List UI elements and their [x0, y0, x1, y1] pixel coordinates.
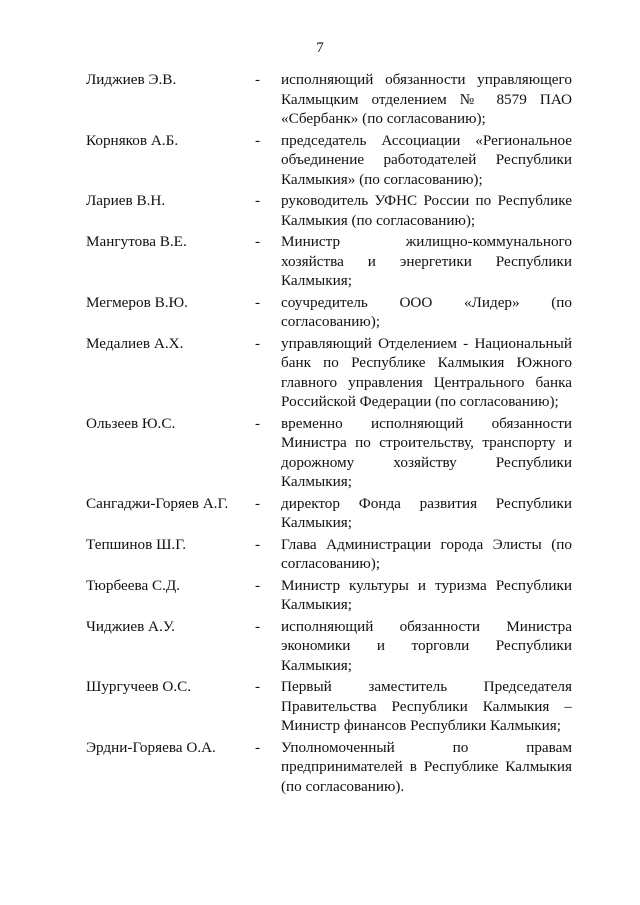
- member-description: директор Фонда развития Республики Калмыкия;: [281, 494, 572, 531]
- member-dash: -: [255, 131, 261, 149]
- member-description: временно исполняющий обязанности Министра по строительству, транспорту и дорожному хозяйству Республики Калмыкия;: [281, 414, 572, 490]
- member-dash: -: [255, 494, 261, 512]
- member-dash: -: [255, 334, 261, 352]
- member-description: Уполномоченный по правам предпринимателей в Республике Калмыкия (по согласованию).: [281, 738, 572, 795]
- member-name: Ользеев Ю.С.: [86, 414, 176, 432]
- member-name: Медалиев А.Х.: [86, 334, 184, 352]
- member-name: Тепшинов Ш.Г.: [86, 535, 187, 553]
- member-dash: -: [255, 233, 261, 250]
- member-dash: -: [255, 535, 261, 553]
- member-entry: [86, 293, 576, 332]
- member-name: Лиджиев Э.В.: [86, 71, 177, 88]
- member-description: Министр жилищно-коммунального хозяйства и энергетики Республики Калмыкия;: [281, 233, 572, 289]
- member-name: Корняков А.Б.: [86, 131, 179, 149]
- member-dash: -: [255, 71, 261, 88]
- member-dash: -: [255, 576, 261, 594]
- member-dash: -: [255, 617, 261, 635]
- member-entry: [86, 576, 576, 615]
- member-description: соучредитель ООО «Лидер» (по согласованию);: [281, 293, 572, 330]
- member-list: [86, 70, 576, 798]
- member-description: Глава Администрации города Элисты (по согласованию);: [281, 535, 572, 572]
- member-description: Министр культуры и туризма Республики Калмыкия;: [281, 576, 572, 613]
- member-entry: [86, 70, 576, 129]
- member-entry: [86, 131, 576, 190]
- member-name: Сангаджи-Горяев А.Г.: [86, 494, 229, 512]
- member-description: исполняющий обязанности Министра экономики и торговли Республики Калмыкия;: [281, 617, 572, 674]
- member-name: Мегмеров В.Ю.: [86, 293, 188, 311]
- member-entry: [86, 677, 576, 736]
- member-name: Мангутова В.Е.: [86, 233, 187, 250]
- member-description: управляющий Отделением - Национальный банк по Республике Калмыкия Южного главного управления Центрального банка Российской Федерации (по согласованию);: [281, 334, 572, 410]
- member-name: Чиджиев А.У.: [86, 617, 175, 635]
- member-description: председатель Ассоциации «Региональное объединение работодателей Республики Калмыкия» (по согласованию);: [281, 131, 572, 188]
- member-entry: [86, 232, 576, 291]
- page-number: 7: [316, 40, 324, 56]
- member-entry: [86, 535, 576, 574]
- member-name: Тюрбеева С.Д.: [86, 576, 181, 594]
- member-entry: [86, 414, 576, 492]
- member-description: исполняющий обязанности управляющего Калмыцким отделением № 8579 ПАО «Сбербанк» (по согласованию);: [281, 71, 572, 127]
- member-description: руководитель УФНС России по Республике Калмыкия (по согласованию);: [281, 192, 572, 229]
- member-entry: [86, 617, 576, 676]
- member-dash: -: [255, 192, 261, 209]
- member-name: Шургучеев О.С.: [86, 678, 192, 695]
- member-dash: -: [255, 738, 261, 756]
- member-dash: -: [255, 678, 261, 695]
- member-entry: [86, 191, 576, 230]
- member-entry: [86, 738, 576, 797]
- member-description: Первый заместитель Председателя Правительства Республики Калмыкия – Министр финансов Республики Калмыкия;: [281, 678, 572, 734]
- member-dash: -: [255, 293, 261, 311]
- member-dash: -: [255, 414, 261, 432]
- member-name: Лариев В.Н.: [86, 192, 166, 209]
- member-name: Эрдни-Горяева О.А.: [86, 738, 216, 756]
- member-entry: [86, 494, 576, 533]
- member-entry: [86, 334, 576, 412]
